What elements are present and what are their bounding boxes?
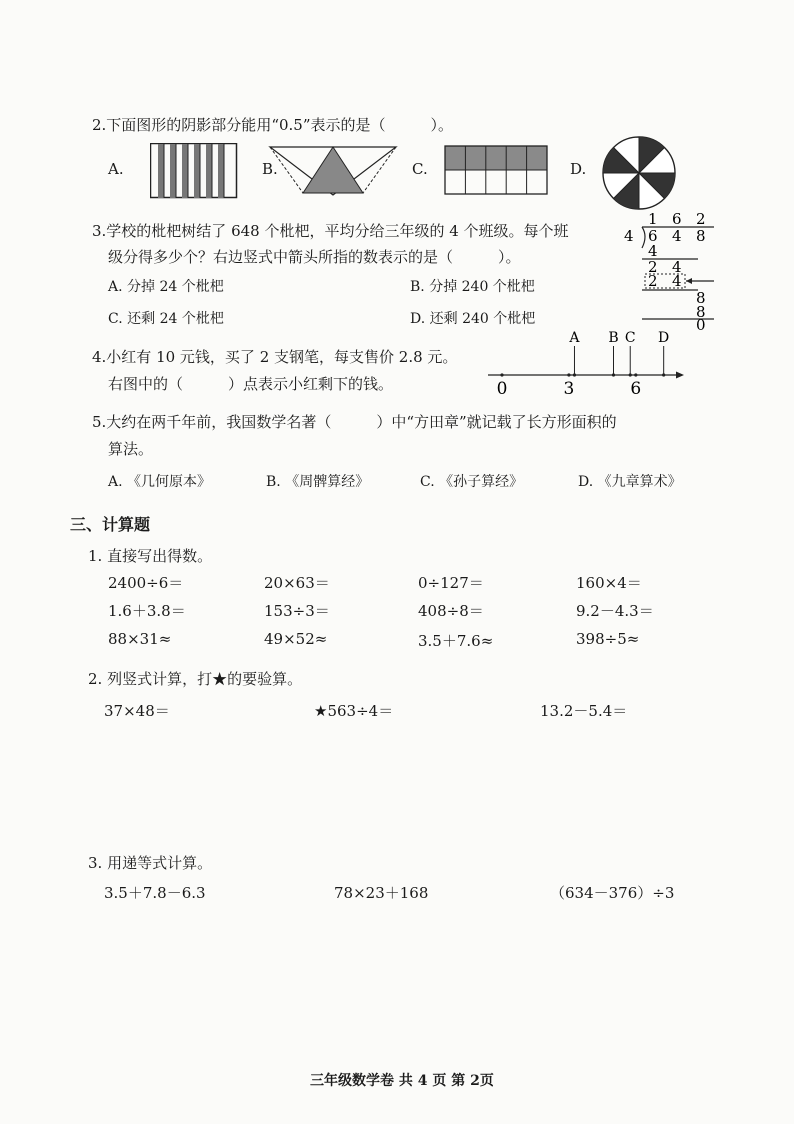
p2-item: 37×48＝ <box>104 702 170 720</box>
p1-title: 1. 直接写出得数。 <box>88 547 213 565</box>
q2-figure-c-grid <box>444 145 548 195</box>
p3-item: 78×23＋168 <box>334 884 429 902</box>
point-label-B: B <box>608 330 619 346</box>
p1-item: 49×52≈ <box>264 630 328 648</box>
p1-item: 398÷5≈ <box>576 630 640 648</box>
q3-option-b: B. 分掉 240 个枇杷 <box>410 279 535 295</box>
p1-item: 9.2－4.3＝ <box>576 602 654 620</box>
q4-stem-line2: 右图中的（ ）点表示小红剩下的钱。 <box>108 375 394 393</box>
tick-mark <box>634 373 637 376</box>
point-dot-B <box>612 373 615 376</box>
page-footer: 三年级数学卷 共 4 页 第 2页 <box>310 1073 494 1089</box>
q2-option-c-label: C. <box>412 160 428 178</box>
q3-option-c: C. 还剩 24 个枇杷 <box>108 311 224 327</box>
q3-stem-line1: 3.学校的枇杷树结了 648 个枇杷，平均分给三年级的 4 个班级。每个班 <box>92 222 569 240</box>
p1-item: 88×31≈ <box>108 630 172 648</box>
point-label-D: D <box>658 330 670 346</box>
p3-item: （634－376）÷3 <box>550 884 675 902</box>
step3-digit: 2 <box>648 272 658 290</box>
q5-stem-line2: 算法。 <box>108 440 154 458</box>
p1-item: 153÷3＝ <box>264 602 330 620</box>
p3-title: 3. 用递等式计算。 <box>88 854 213 872</box>
tick-label: 3 <box>563 379 575 399</box>
q5-option-a: A. 《几何原本》 <box>108 474 212 490</box>
section3-title: 三、计算题 <box>70 515 151 534</box>
divisor: 4 <box>624 227 634 245</box>
p1-item: 408÷8＝ <box>418 602 484 620</box>
tick-label: 0 <box>496 379 508 399</box>
tick-mark <box>500 373 503 376</box>
q2-option-d-label: D. <box>570 160 587 178</box>
q5-option-b: B. 《周髀算经》 <box>266 474 370 490</box>
p1-item: 2400÷6＝ <box>108 574 184 592</box>
p1-item: 3.5＋7.6≈ <box>418 632 494 650</box>
step2-digit: 2 <box>648 258 658 276</box>
q3-long-division <box>618 206 716 332</box>
quotient-digit: 1 <box>648 210 658 228</box>
q5-option-c: C. 《孙子算经》 <box>420 474 524 490</box>
axis-arrow-icon <box>676 372 684 379</box>
step4-digit: 8 <box>696 289 706 307</box>
p3-item: 3.5＋7.8－6.3 <box>104 884 206 902</box>
arrow-head-icon <box>686 278 692 284</box>
tick-mark <box>567 373 570 376</box>
q2-option-a-label: A. <box>108 160 124 178</box>
point-dot-C <box>629 373 632 376</box>
p1-item: 20×63＝ <box>264 574 330 592</box>
q3-option-d: D. 还剩 240 个枇杷 <box>410 311 536 327</box>
p1-item: 0÷127＝ <box>418 574 484 592</box>
p1-item: 160×4＝ <box>576 574 642 592</box>
step2-digit: 4 <box>672 258 682 276</box>
q2-stem: 2.下面图形的阴影部分能用“0.5”表示的是（ ）。 <box>92 116 454 134</box>
point-dot-A <box>573 373 576 376</box>
q2-figure-a-striped-rectangle <box>150 143 238 199</box>
remainder-digit: 0 <box>696 316 706 332</box>
quotient-digit: 6 <box>672 210 682 228</box>
step3-digit: 4 <box>672 272 682 290</box>
q4-number-line <box>484 328 690 400</box>
p2-item: 13.2－5.4＝ <box>540 702 628 720</box>
p2-title: 2. 列竖式计算，打★的要验算。 <box>88 670 303 688</box>
step1-digit: 4 <box>648 242 658 260</box>
dividend-digit: 8 <box>696 227 706 245</box>
tick-label: 6 <box>630 379 642 399</box>
q5-stem-line1: 5.大约在两千年前，我国数学名著（ ）中“方田章”就记载了长方形面积的 <box>92 413 617 431</box>
p1-item: 1.6＋3.8＝ <box>108 602 186 620</box>
point-label-C: C <box>624 330 636 346</box>
q3-stem-line2: 级分得多少个？右边竖式中箭头所指的数表示的是（ ）。 <box>108 248 521 266</box>
q2-figure-d-circle <box>600 134 678 212</box>
quotient-digit: 2 <box>696 210 706 228</box>
p2-item: ★563÷4＝ <box>314 702 394 720</box>
point-label-A: A <box>569 330 580 346</box>
q5-option-d: D. 《九章算术》 <box>578 474 682 490</box>
step5-digit: 8 <box>696 303 706 321</box>
dividend-digit: 6 <box>648 227 658 245</box>
q4-stem-line1: 4.小红有 10 元钱，买了 2 支钢笔，每支售价 2.8 元。 <box>92 348 458 366</box>
q2-option-b-label: B. <box>262 160 278 178</box>
q3-option-a: A. 分掉 24 个枇杷 <box>108 279 224 295</box>
dividend-digit: 4 <box>672 227 682 245</box>
q2-figure-b-triangles <box>268 145 398 197</box>
point-dot-D <box>662 373 665 376</box>
